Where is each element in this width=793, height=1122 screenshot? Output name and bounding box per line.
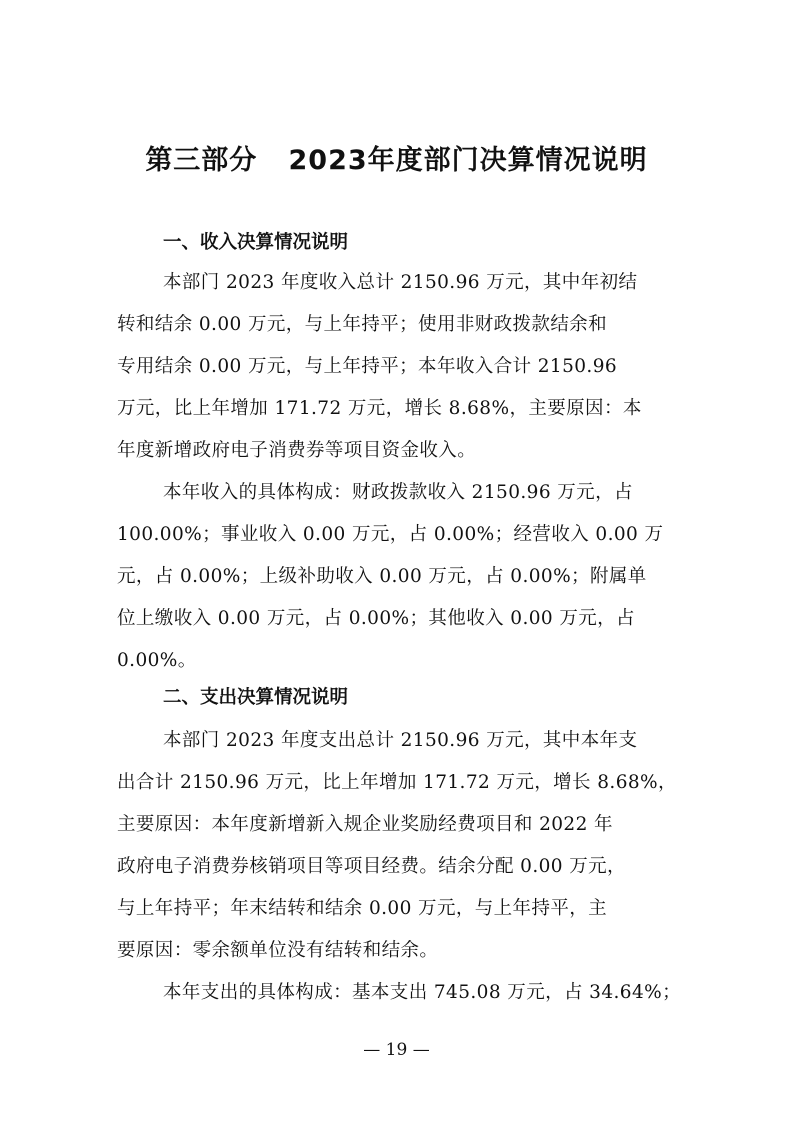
paragraph-line: 本年支出的具体构成：基本支出 745.08 万元，占 34.64%；	[163, 982, 682, 1003]
paragraph-line: 要原因：零余额单位没有结转和结余。	[117, 940, 439, 961]
page-number: — 19 —	[363, 1040, 430, 1060]
paragraph-line: 万元，比上年增加 171.72 万元，增长 8.68%，主要原因：本	[117, 398, 642, 419]
section-heading-expenditure: 二、支出决算情况说明	[163, 687, 349, 708]
section-heading-income: 一、收入决算情况说明	[163, 232, 349, 253]
paragraph-line: 转和结余 0.00 万元，与上年持平；使用非财政拨款结余和	[117, 314, 608, 335]
paragraph-line: 出合计 2150.96 万元，比上年增加 171.72 万元，增长 8.68%，	[117, 772, 677, 793]
paragraph-line: 本部门 2023 年度支出总计 2150.96 万元，其中本年支	[163, 730, 638, 751]
paragraph-line: 与上年持平；年末结转和结余 0.00 万元，与上年持平，主	[117, 898, 608, 919]
paragraph-line: 0.00%。	[117, 650, 197, 671]
paragraph-line: 元，占 0.00%；上级补助收入 0.00 万元，占 0.00%；附属单	[117, 566, 647, 587]
paragraph-line: 专用结余 0.00 万元，与上年持平；本年收入合计 2150.96	[117, 356, 618, 377]
paragraph-line: 主要原因：本年度新增新入规企业奖励经费项目和 2022 年	[117, 814, 613, 835]
paragraph-line: 位上缴收入 0.00 万元，占 0.00%；其他收入 0.00 万元，占	[117, 608, 635, 629]
paragraph-line: 年度新增政府电子消费券等项目资金收入。	[117, 440, 477, 461]
paragraph-line: 本年收入的具体构成：财政拨款收入 2150.96 万元，占	[163, 482, 633, 503]
page-title: 第三部分 2023年度部门决算情况说明	[145, 145, 648, 176]
paragraph-line: 100.00%；事业收入 0.00 万元，占 0.00%；经营收入 0.00 万	[117, 524, 664, 545]
paragraph-line: 本部门 2023 年度收入总计 2150.96 万元，其中年初结	[163, 272, 638, 293]
paragraph-line: 政府电子消费券核销项目等项目经费。结余分配 0.00 万元，	[117, 856, 626, 877]
